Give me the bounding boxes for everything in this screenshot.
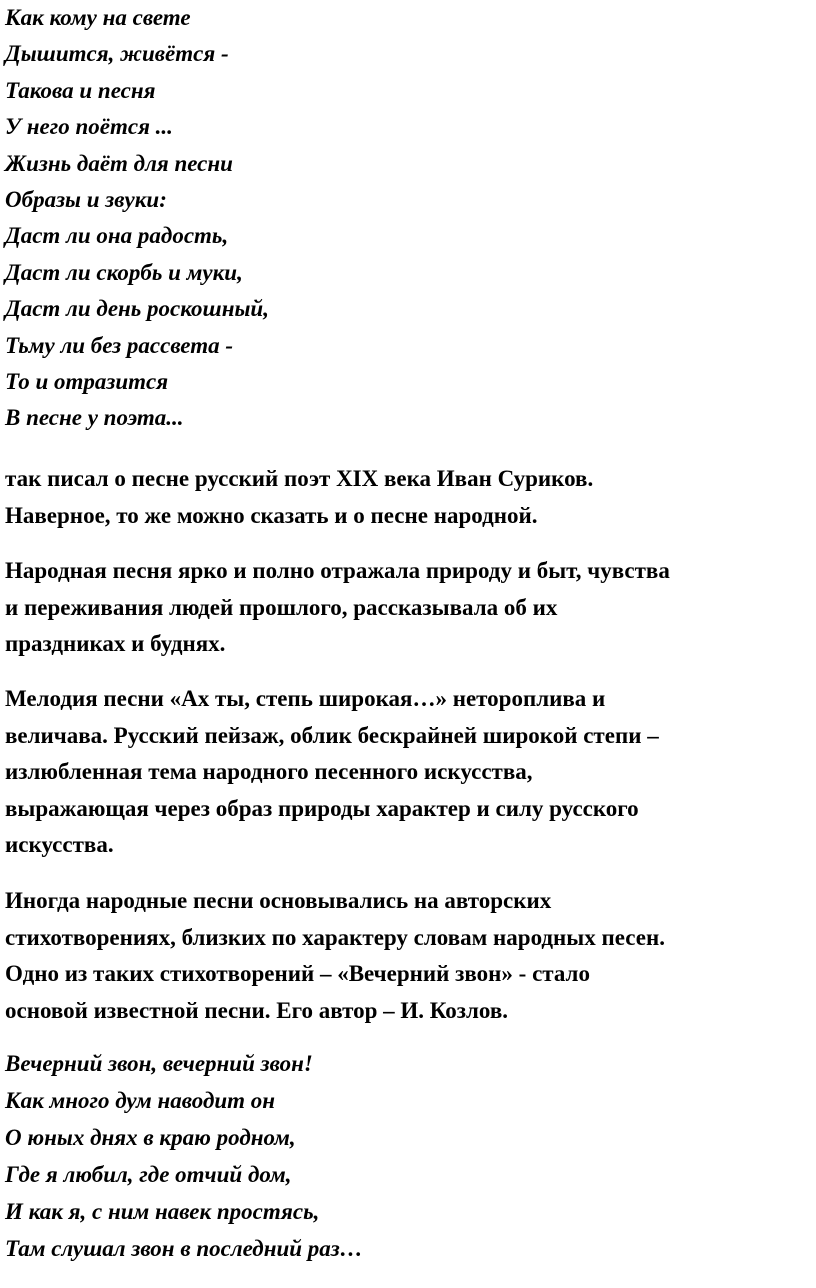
poem-line: Как кому на свете bbox=[5, 5, 191, 30]
paragraph-line: Мелодия песни «Ах ты, степь широкая…» нетороплива и bbox=[5, 686, 606, 711]
paragraph-line: излюбленная тема народного песенного искусства, bbox=[5, 759, 533, 784]
poem-line: Как много дум наводит он bbox=[5, 1088, 276, 1113]
poem-line: О юных днях в краю родном, bbox=[5, 1125, 296, 1150]
poem-line: В песне у поэта... bbox=[5, 405, 184, 431]
paragraph-line: Иногда народные песни основывались на авторских bbox=[5, 888, 552, 913]
poem-line: Где я любил, где отчий дом, bbox=[5, 1162, 292, 1187]
poem-line: У него поётся ... bbox=[5, 114, 173, 140]
paragraph-surikov-intro bbox=[5, 461, 815, 534]
kozlov-poem bbox=[5, 1045, 363, 1267]
poem-line: Даст ли день роскошный, bbox=[5, 296, 269, 322]
paragraph-line: основой известной песни. Его автор – И. Козлов. bbox=[5, 997, 509, 1023]
poem-line: Образы и звуки: bbox=[5, 187, 167, 213]
paragraph-line: праздниках и буднях. bbox=[5, 631, 226, 656]
paragraph-line: Народная песня ярко и полно отражала природу и быт, чувства bbox=[5, 558, 670, 583]
poem-line: То и отразится bbox=[5, 369, 169, 395]
paragraph-line: Наверное, то же можно сказать и о песне народной. bbox=[5, 502, 538, 528]
poem-line: Тьму ли без рассвета - bbox=[5, 332, 234, 358]
paragraph-authored-songs bbox=[5, 883, 815, 1029]
poem-line: Даст ли скорбь и муки, bbox=[5, 259, 243, 285]
poem-line: Дышится, живётся - bbox=[5, 41, 229, 67]
paragraph-line: стихотворениях, близких по характеру словам народных песен. bbox=[5, 924, 665, 950]
poem-line: Даст ли она радость, bbox=[5, 223, 229, 249]
paragraph-line: так писал о песне русский поэт XIX века Иван Суриков. bbox=[5, 466, 594, 491]
poem-line: Там слушал звон в последний раз… bbox=[5, 1236, 363, 1261]
paragraph-melody bbox=[5, 681, 815, 864]
poem-line: И как я, с ним навек простясь, bbox=[5, 1199, 320, 1224]
paragraph-line: и переживания людей прошлого, рассказывала об их bbox=[5, 594, 558, 620]
paragraph-line: Одно из таких стихотворений – «Вечерний звон» - стало bbox=[5, 961, 590, 986]
paragraph-folk-song bbox=[5, 553, 815, 663]
paragraph-line: выражающая через образ природы характер и силу русского bbox=[5, 795, 639, 821]
paragraph-line: искусства. bbox=[5, 832, 114, 857]
surikov-poem bbox=[5, 0, 269, 437]
poem-line: Такова и песня bbox=[5, 77, 156, 103]
poem-line: Жизнь даёт для песни bbox=[5, 150, 233, 176]
paragraph-line: величава. Русский пейзаж, облик бескрайней широкой степи – bbox=[5, 722, 659, 748]
poem-line: Вечерний звон, вечерний звон! bbox=[5, 1051, 313, 1076]
